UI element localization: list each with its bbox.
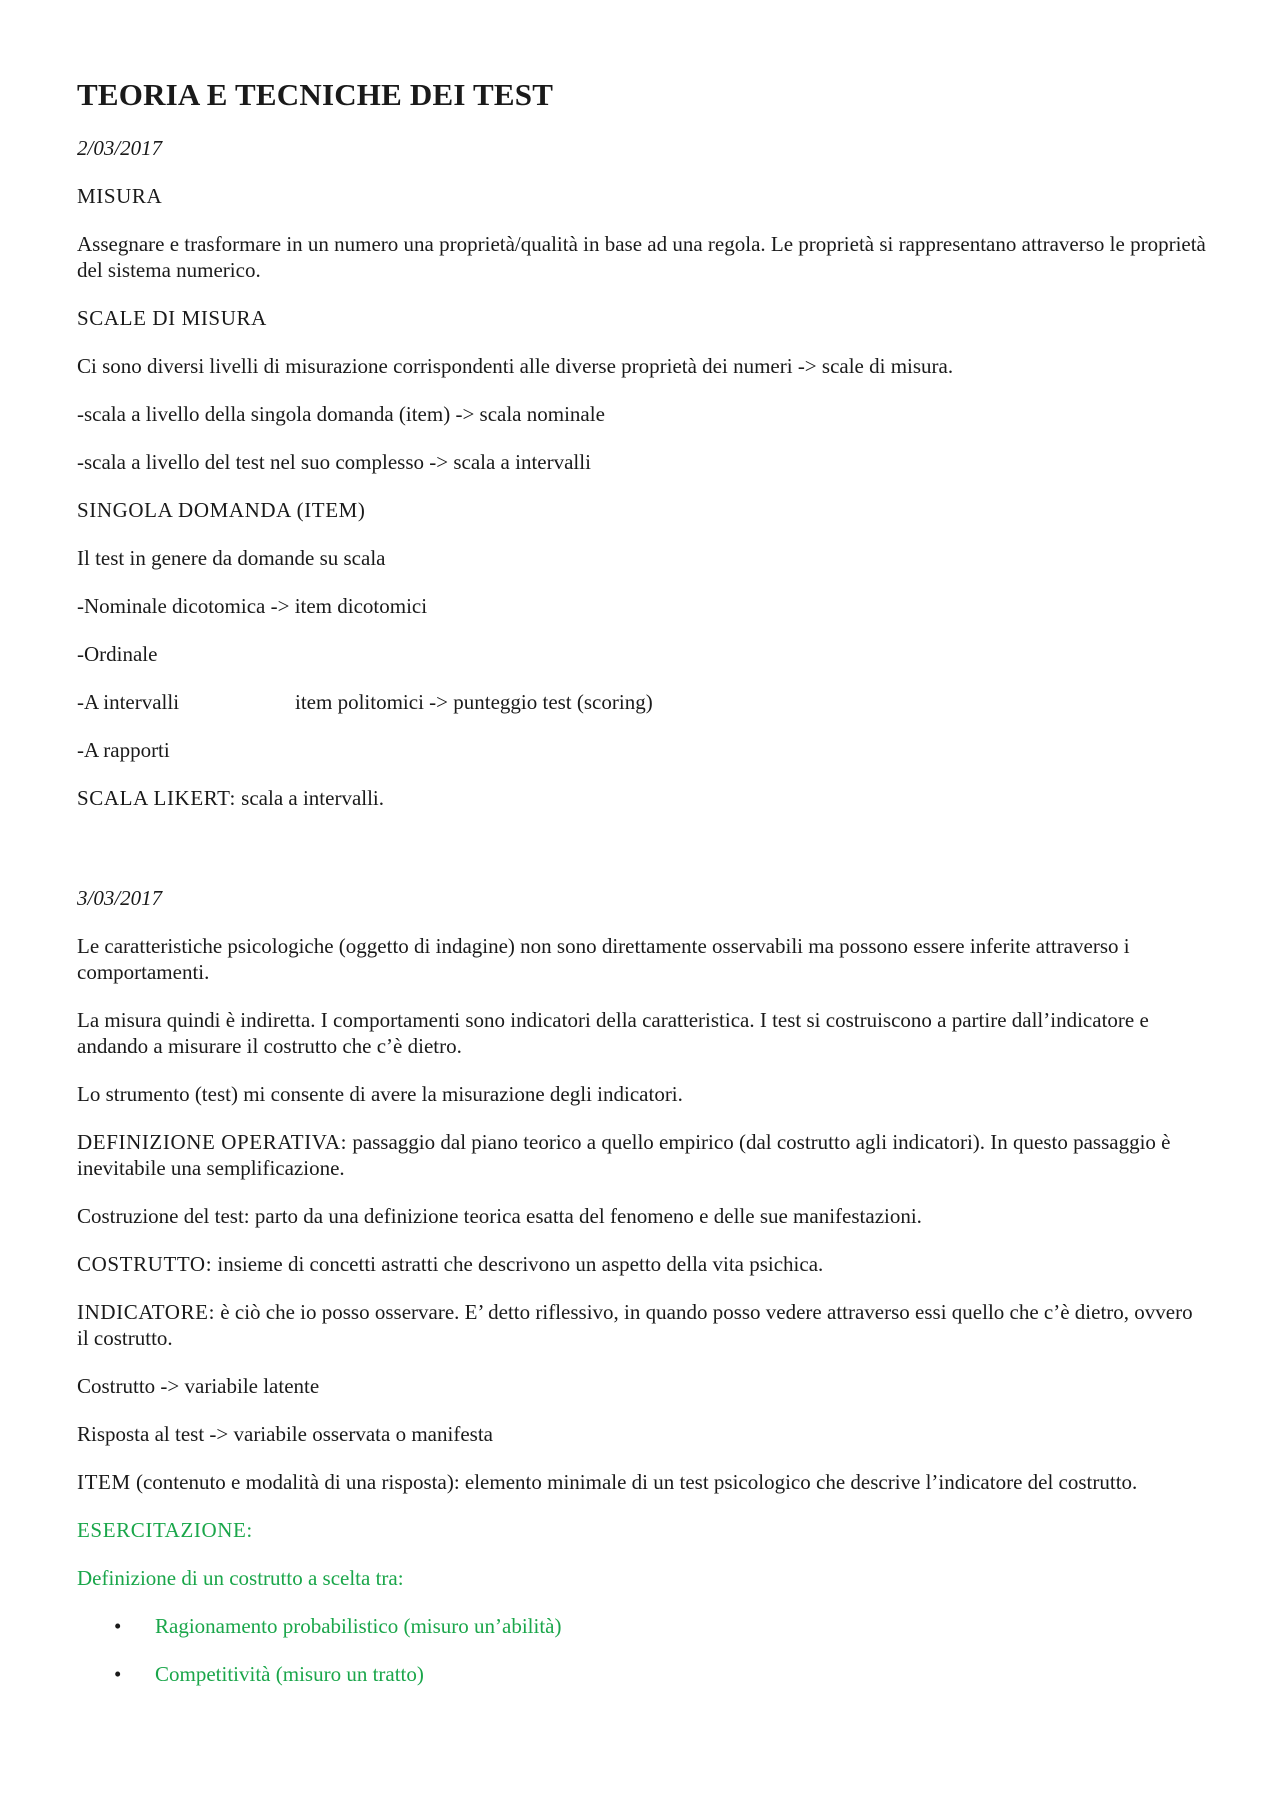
paragraph-caratteristiche: Le caratteristiche psicologiche (oggetto di indagine) non sono direttamente osservabili ma possono essere inferite attraverso i comportamenti. bbox=[77, 934, 1130, 984]
heading-singola-domanda: SINGOLA DOMANDA (ITEM) bbox=[77, 498, 366, 522]
document-content bbox=[77, 76, 1207, 1709]
bullet-icon: • bbox=[114, 1614, 122, 1638]
costrutto-label: COSTRUTTO: bbox=[77, 1252, 213, 1276]
list-item-text: Competitività (misuro un tratto) bbox=[155, 1662, 424, 1686]
risposta-test: Risposta al test -> variabile osservata o manifesta bbox=[77, 1422, 493, 1446]
list-item bbox=[77, 1613, 1207, 1639]
item-ordinale: -Ordinale bbox=[77, 642, 158, 666]
paragraph-misura-indiretta: La misura quindi è indiretta. I comportamenti sono indicatori della caratteristica. I test si costruiscono a partire dall’indicatore e andando a misurare il costrutto che c’è dietro. bbox=[77, 1008, 1149, 1058]
indicatore-label: INDICATORE: bbox=[77, 1300, 216, 1324]
costrutto-latente: Costrutto -> variabile latente bbox=[77, 1374, 320, 1398]
indicatore-text: è ciò che io posso osservare. E’ detto riflessivo, in quando posso vedere attraverso essi quello che c’è dietro, ovvero il costrutto. bbox=[77, 1300, 1193, 1350]
document-title: TEORIA E TECNICHE DEI TEST bbox=[77, 77, 554, 112]
paragraph-item: Il test in genere da domande su scala bbox=[77, 546, 386, 570]
item-politomici: item politomici -> punteggio test (scoring) bbox=[295, 690, 653, 714]
scale-item-intervalli: -scala a livello del test nel suo complesso -> scala a intervalli bbox=[77, 450, 591, 474]
definizione-operativa-label: DEFINIZIONE OPERATIVA: bbox=[77, 1130, 348, 1154]
likert-label: SCALA LIKERT: bbox=[77, 786, 236, 810]
paragraph-strumento: Lo strumento (test) mi consente di avere la misurazione degli indicatori. bbox=[77, 1082, 683, 1106]
heading-scale-di-misura: SCALE DI MISURA bbox=[77, 306, 267, 330]
item-intervalli-line bbox=[77, 689, 1207, 715]
likert-line bbox=[77, 785, 1207, 811]
esercitazione-list bbox=[77, 1613, 1207, 1687]
item-intervalli: -A intervalli bbox=[77, 690, 180, 714]
section-date-2: 3/03/2017 bbox=[77, 886, 163, 910]
costrutto-definition bbox=[77, 1251, 1207, 1277]
item-definition bbox=[77, 1469, 1207, 1495]
paragraph-misura: Assegnare e trasformare in un numero una proprietà/qualità in base ad una regola. Le proprietà si rappresentano attraverso le proprietà del sistema numerico. bbox=[77, 232, 1206, 282]
paragraph-esercitazione: Definizione di un costrutto a scelta tra: bbox=[77, 1566, 404, 1590]
item-nominale: -Nominale dicotomica -> item dicotomici bbox=[77, 594, 428, 618]
item-definition-text: (contenuto e modalità di una risposta): elemento minimale di un test psicologico che descrive l’indicatore del costrutto. bbox=[135, 1470, 1138, 1494]
definizione-operativa bbox=[77, 1129, 1207, 1181]
list-item-text: Ragionamento probabilistico (misuro un’abilità) bbox=[155, 1614, 562, 1638]
costrutto-text: insieme di concetti astratti che descrivono un aspetto della vita psichica. bbox=[217, 1252, 824, 1276]
bullet-icon: • bbox=[114, 1662, 122, 1686]
item-rapporti: -A rapporti bbox=[77, 738, 170, 762]
paragraph-costruzione: Costruzione del test: parto da una definizione teorica esatta del fenomeno e delle sue manifestazioni. bbox=[77, 1204, 922, 1228]
heading-misura: MISURA bbox=[77, 184, 163, 208]
heading-esercitazione: ESERCITAZIONE: bbox=[77, 1518, 253, 1542]
likert-text: scala a intervalli. bbox=[241, 786, 385, 810]
indicatore-definition bbox=[77, 1299, 1207, 1351]
section-date: 2/03/2017 bbox=[77, 136, 163, 160]
scale-item-nominale: -scala a livello della singola domanda (item) -> scala nominale bbox=[77, 402, 605, 426]
section-spacer bbox=[77, 833, 1207, 885]
list-item bbox=[77, 1661, 1207, 1687]
definizione-operativa-text: passaggio dal piano teorico a quello empirico (dal costrutto agli indicatori). In questo passaggio è inevitabile una semplificazione. bbox=[77, 1130, 1171, 1180]
item-label: ITEM bbox=[77, 1470, 131, 1494]
paragraph-scale: Ci sono diversi livelli di misurazione corrispondenti alle diverse proprietà dei numeri -> scale di misura. bbox=[77, 354, 954, 378]
